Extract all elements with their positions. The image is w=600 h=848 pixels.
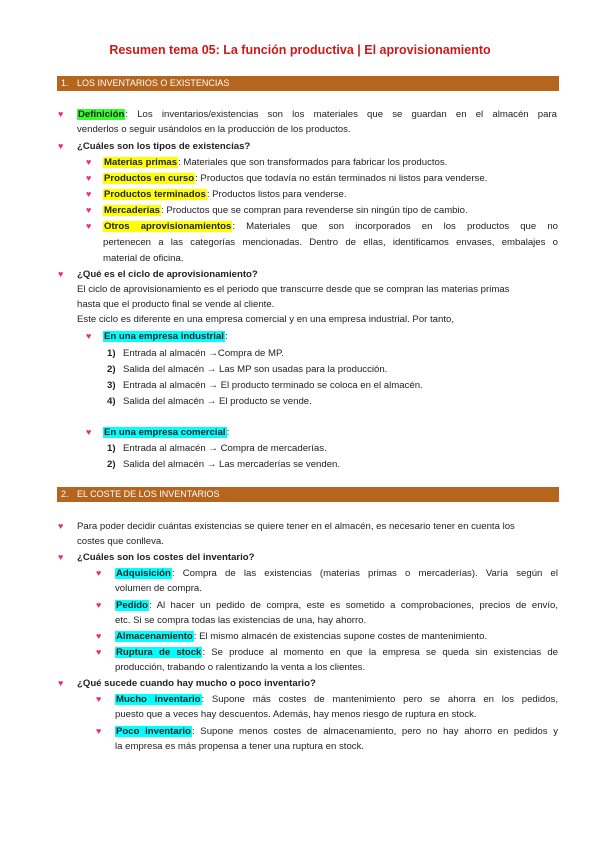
step-text: Salida del almacén → El producto se vende. xyxy=(123,396,312,407)
heart-icon: ♥ xyxy=(58,521,64,531)
step-number: 1) xyxy=(107,443,116,454)
question-ciclo: ¿Qué es el ciclo de aprovisionamiento? xyxy=(77,269,258,280)
list-item: Mucho inventario: Supone más costes de mantenimiento pero se ahorra en los pedidos, xyxy=(116,694,558,705)
list-item: Mercaderías: Productos que se compran para revenderse sin ningún tipo de cambio. xyxy=(104,205,468,216)
step-number: 1) xyxy=(107,348,116,359)
paragraph-line: costes que conlleva. xyxy=(77,536,164,547)
question-costes: ¿Cuáles son los costes del inventario? xyxy=(77,552,255,563)
page-title: Resumen tema 05: La función productiva | El aprovisionamiento xyxy=(109,43,491,57)
step-text: Salida del almacén → Las mercaderías se venden. xyxy=(123,459,341,470)
paragraph-line: El ciclo de aprovisionamiento es el periodo que transcurre desde que se compran las materias primas xyxy=(77,284,510,295)
heart-icon: ♥ xyxy=(58,552,64,562)
heart-icon: ♥ xyxy=(96,568,102,578)
heart-icon: ♥ xyxy=(58,269,64,279)
step-number: 2) xyxy=(107,364,116,375)
definition-line-2: venderlos o seguir usándolos en la producción de los productos. xyxy=(77,124,351,135)
heart-icon: ♥ xyxy=(86,157,92,167)
list-item-cont: puesto que a veces hay descuentos. Además, hay menos riesgo de ruptura en stock. xyxy=(115,709,477,720)
heart-icon: ♥ xyxy=(96,726,102,736)
list-item-cont: producción, trabando o ralentizando la venta a los clientes. xyxy=(115,662,366,673)
definition-term: Definición xyxy=(78,109,125,120)
list-item: Otros aprovisionamientos: Materiales que son incorporados en los productos que no xyxy=(104,221,558,232)
section-heading-2 xyxy=(57,487,559,502)
heart-icon: ♥ xyxy=(58,141,64,151)
list-item-cont: material de oficina. xyxy=(103,253,184,264)
list-item: Adquisición: Compra de las existencias (materias primas o mercaderías). Varía según el xyxy=(116,568,558,579)
step-number: 4) xyxy=(107,396,116,407)
section-title: LOS INVENTARIOS O EXISTENCIAS xyxy=(77,78,230,88)
list-item: Almacenamiento: El mismo almacén de existencias supone costes de mantenimiento. xyxy=(116,631,488,642)
step-text: Entrada al almacén →Compra de MP. xyxy=(123,348,284,359)
step-number: 2) xyxy=(107,459,116,470)
heart-icon: ♥ xyxy=(86,427,92,437)
list-item: Poco inventario: Supone menos costes de almacenamiento, pero no hay ahorro en pedidos y xyxy=(116,726,558,737)
heart-icon: ♥ xyxy=(86,221,92,231)
heart-icon: ♥ xyxy=(58,109,64,119)
heart-icon: ♥ xyxy=(96,631,102,641)
heart-icon: ♥ xyxy=(86,331,92,341)
list-item-cont: volumen de compra. xyxy=(115,583,202,594)
step-text: Entrada al almacén → Compra de mercaderías. xyxy=(123,443,327,454)
subheading-industrial: En una empresa industrial: xyxy=(104,331,228,342)
list-item: Productos en curso: Productos que todavía no están terminados ni listos para venderse. xyxy=(104,173,488,184)
subheading-comercial: En una empresa comercial: xyxy=(104,427,230,438)
heart-icon: ♥ xyxy=(86,205,92,215)
list-item: Ruptura de stock: Se produce al momento en que la empresa se queda sin existencias de xyxy=(116,647,558,658)
step-text: Salida del almacén → Las MP son usadas para la producción. xyxy=(123,364,388,375)
paragraph-line: Para poder decidir cuántas existencias se quiere tener en el almacén, es necesario tener en cuenta los xyxy=(77,521,515,532)
heart-icon: ♥ xyxy=(96,694,102,704)
paragraph-line: hasta que el producto final se vende al cliente. xyxy=(77,299,275,310)
section-number: 1. xyxy=(61,78,69,88)
heart-icon: ♥ xyxy=(86,173,92,183)
question-mucho: ¿Qué sucede cuando hay mucho o poco inventario? xyxy=(77,678,316,689)
list-item: Pedido: Al hacer un pedido de compra, este es sometido a comprobaciones, precios de envío, xyxy=(116,600,558,611)
question-tipos: ¿Cuáles son los tipos de existencias? xyxy=(77,141,251,152)
heart-icon: ♥ xyxy=(58,678,64,688)
step-number: 3) xyxy=(107,380,116,391)
heart-icon: ♥ xyxy=(86,189,92,199)
list-item-cont: etc. Si se compra todas las existencias de una, hay ahorro. xyxy=(115,615,367,626)
heart-icon: ♥ xyxy=(96,600,102,610)
paragraph-line: Este ciclo es diferente en una empresa comercial y en una empresa industrial. Por tanto, xyxy=(77,314,455,325)
list-item: Productos terminados: Productos listos para venderse. xyxy=(104,189,347,200)
list-item-cont: pertenecen a las categorías mencionadas. Dentro de ellas, identificamos envases, embalajes o xyxy=(103,237,558,248)
section-heading-1 xyxy=(57,76,559,91)
heart-icon: ♥ xyxy=(96,647,102,657)
list-item-cont: la empresa es más propensa a tener una ruptura en stock. xyxy=(115,741,365,752)
list-item: Materias primas: Materiales que son transformados para fabricar los productos. xyxy=(104,157,448,168)
section-title: EL COSTE DE LOS INVENTARIOS xyxy=(77,489,220,499)
step-text: Entrada al almacén → El producto terminado se coloca en el almacén. xyxy=(123,380,423,391)
section-number: 2. xyxy=(61,489,69,499)
definition-line: Definición: Los inventarios/existencias son los materiales que se guardan en el almacén para xyxy=(78,109,557,120)
